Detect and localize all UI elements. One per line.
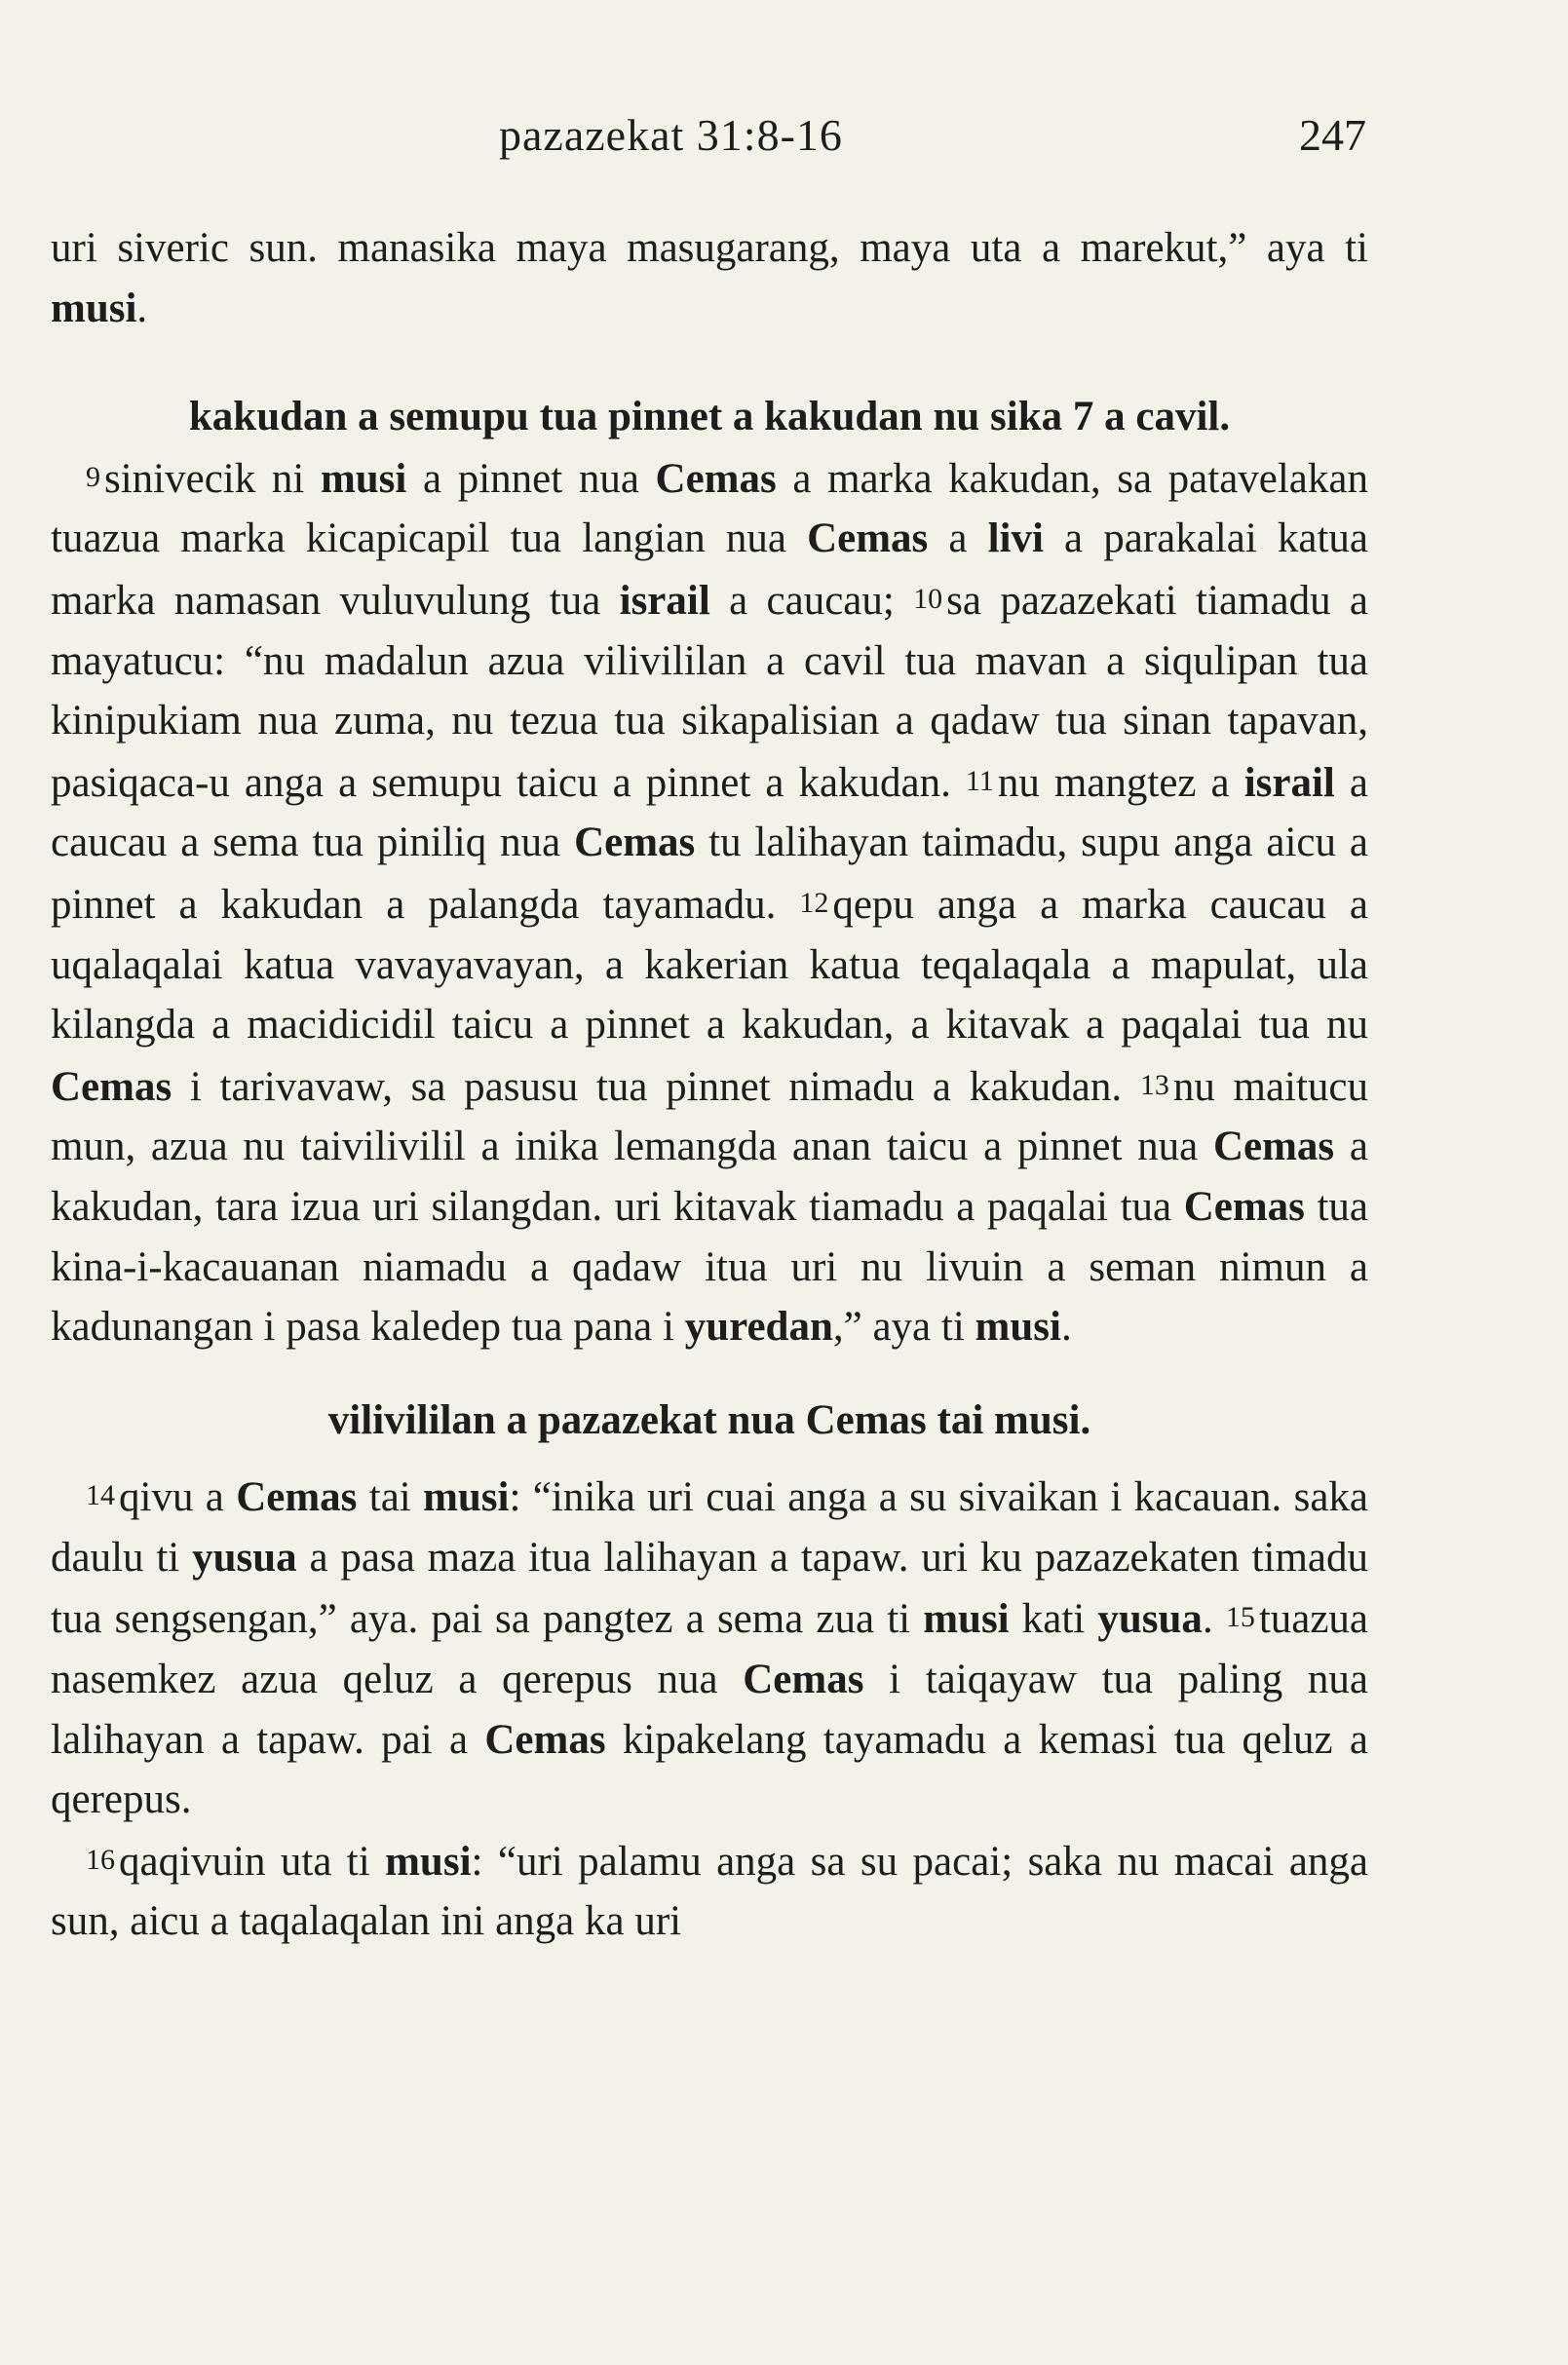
paragraph: 16qaqivuin uta ti musi: “uri palamu anga sa su pacai; saka nu macai anga sun, aicu a taqalaqalan ini anga ka uri (51, 1838, 1368, 1945)
page-body (51, 218, 1368, 1952)
verse-number: 14 (86, 1479, 115, 1512)
verse-number: 10 (913, 582, 943, 615)
paragraph: 9sinivecik ni musi a pinnet nua Cemas a marka kakudan, sa patavelakan tuazua marka kicapicapil tua langian nua Cemas a livi a parakalai katua marka namasan vuluvulung tua israil a caucau; 10sa pazazekati tiamadu a mayatucu: “nu madalun azua vilivililan a cavil tua mavan a siqulipan tua kinipukiam nua zuma, nu tezua tua sikapalisian a qadaw tua sinan tapavan, pasiqaca-u anga a semupu taicu a pinnet a kakudan. 11nu mangtez a israil a caucau a sema tua piniliq nua Cemas tu lalihayan taimadu, supu anga aicu a pinnet a kakudan a palangda tayamadu. 12qepu anga a marka caucau a uqalaqalai katua vavayavayan, a kakerian katua teqalaqala a mapulat, ula kilangda a macidicidil taicu a pinnet a kakudan, a kitavak a paqalai tua nu Cemas i tarivavaw, sa pasusu tua pinnet nimadu a kakudan. 13nu maitucu mun, azua nu taivilivilil a inika lemangda anan taicu a pinnet nua Cemas a kakudan, tara izua uri silangdan. uri kitavak tiamadu a paqalai tua Cemas tua kina-i-kacauanan niamadu a qadaw itua uri nu livuin a seman nimun a kadunangan i pasa kaledep tua pana i yuredan,” aya ti musi. (51, 455, 1369, 1351)
verse-number: 15 (1225, 1601, 1255, 1634)
paragraph: uri siveric sun. manasika maya masugarang, maya uta a marekut,” aya ti musi. (51, 225, 1368, 331)
section-heading: kakudan a semupu tua pinnet a kakudan nu sika 7 a cavil. (188, 394, 1231, 440)
paragraph: 14qivu a Cemas tai musi: “inika uri cuai anga a su sivaikan i kacauan. saka daulu ti yusua a pasa maza itua lalihayan a tapaw. uri ku pazazekaten timadu tua sengsengan,” aya. pai sa pangtez a sema zua ti musi kati yusua. 15tuazua nasemkez azua qeluz a qerepus nua Cemas i taiqayaw tua paling nua lalihayan a tapaw. pai a Cemas kipakelang tayamadu a kemasi tua qeluz a qerepus. (51, 1474, 1369, 1823)
running-title: pazazekat 31:8-16 (499, 110, 843, 160)
verse-number: 16 (86, 1843, 115, 1876)
section-heading: vilivililan a pazazekat nua Cemas tai musi. (327, 1396, 1091, 1443)
verse-number: 11 (965, 764, 994, 797)
verse-number: 12 (799, 886, 829, 919)
verse-number: 13 (1139, 1068, 1169, 1101)
page-number: 247 (1299, 110, 1366, 160)
verse-number: 9 (86, 460, 100, 493)
page-header (0, 109, 1568, 168)
